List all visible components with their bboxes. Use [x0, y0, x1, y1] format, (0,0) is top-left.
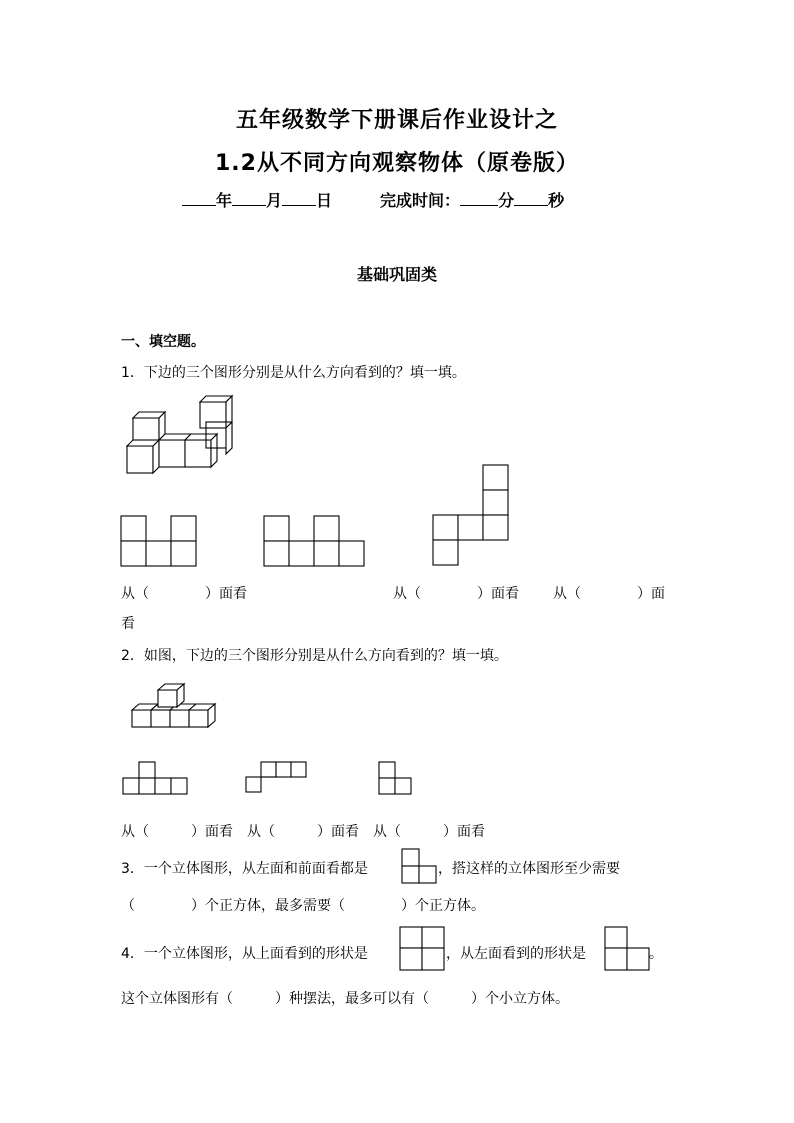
- q2-answers[interactable]: 从（ ）面看 从（ ）面看 从（ ）面看: [121, 824, 485, 840]
- title-line-2: 1.2从不同方向观察物体（原卷版）: [215, 151, 579, 176]
- title-line-1: 五年级数学下册课后作业设计之: [235, 108, 558, 133]
- q4-text-a: 4．一个立体图形，从上面看到的形状是: [121, 946, 368, 962]
- q1-answer-b[interactable]: 从（ ）面看: [393, 586, 519, 602]
- q1-answer-c[interactable]: 从（ ）面: [553, 586, 665, 602]
- q4-line-2[interactable]: 这个立体图形有（ ）种摆法，最多可以有（ ）个小立方体。: [121, 991, 569, 1007]
- q1-answer-a[interactable]: 从（ ）面看: [121, 586, 247, 602]
- q4-text-b: ，从左面看到的形状是: [446, 946, 586, 962]
- minute-label: 分: [498, 191, 515, 210]
- month-label: 月: [266, 191, 283, 210]
- q4-text-c: 。: [649, 946, 663, 962]
- time-label: 完成时间：: [380, 191, 461, 210]
- q1-text: 1．下边的三个图形分别是从什么方向看到的？填一填。: [121, 365, 466, 381]
- second-label: 秒: [548, 191, 565, 210]
- q1-answer-wrap: 看: [121, 616, 135, 632]
- q3-text-b: ，搭这样的立体图形至少需要: [438, 861, 620, 877]
- day-label: 日: [316, 191, 333, 210]
- q3-text-a: 3．一个立体图形，从左面和前面看都是: [121, 861, 368, 877]
- year-label: 年: [216, 191, 233, 210]
- q3-line-2[interactable]: （ ）个正方体，最多需要（ ）个正方体。: [121, 898, 485, 914]
- q2-text: 2．如图，下边的三个图形分别是从什么方向看到的？填一填。: [121, 648, 508, 664]
- part-heading: 一、填空题。: [121, 334, 205, 350]
- section-title: 基础巩固类: [356, 265, 437, 284]
